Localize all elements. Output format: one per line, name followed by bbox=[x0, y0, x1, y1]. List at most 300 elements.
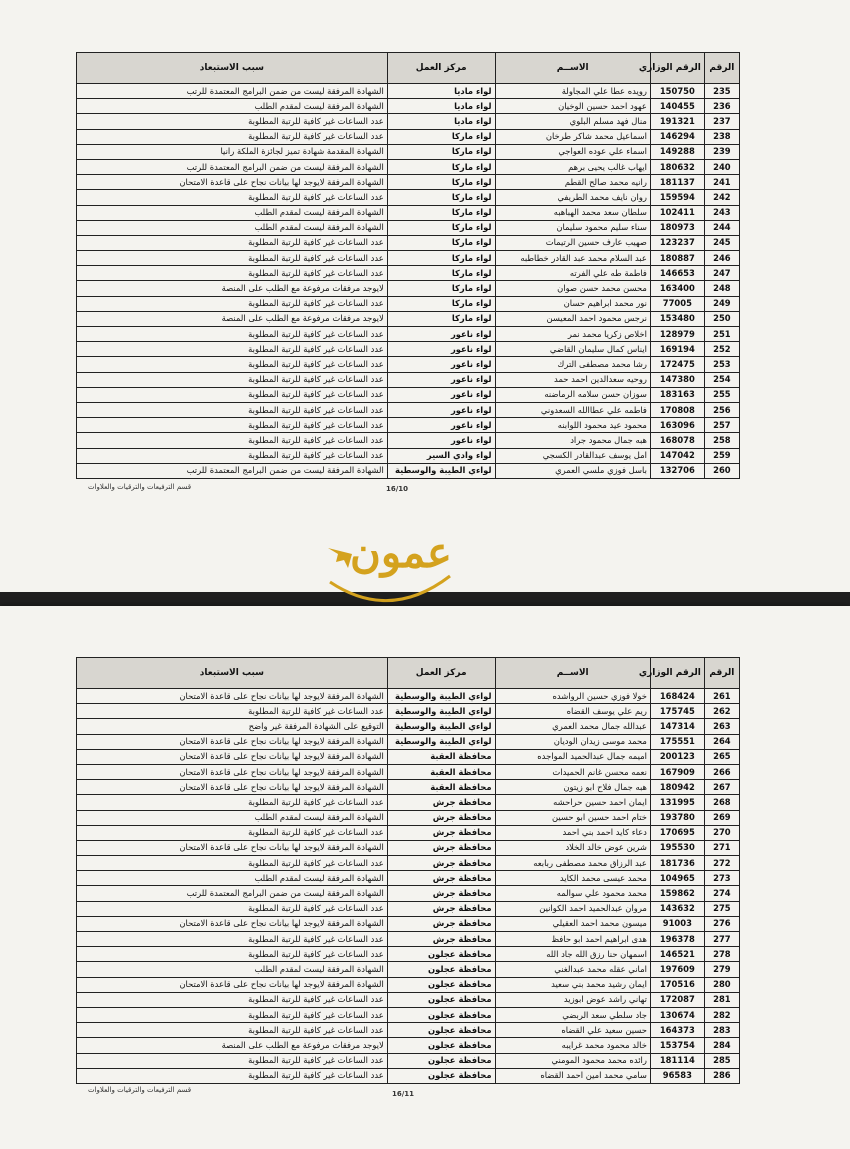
employee-name: عبد السلام محمد عبد القادر خطاطبه bbox=[495, 251, 650, 266]
header-center: مركز العمل bbox=[387, 658, 495, 689]
work-center: لواء ماركا bbox=[387, 129, 495, 144]
national-id: 168078 bbox=[650, 433, 704, 448]
exclusion-reason: عدد الساعات غير كافية للرتبة المطلوبة bbox=[77, 704, 388, 719]
work-center: محافظة عجلون bbox=[387, 947, 495, 962]
exclusion-reason: عدد الساعات غير كافية للرتبة المطلوبة bbox=[77, 856, 388, 871]
employee-name: سناء سليم محمود سليمان bbox=[495, 220, 650, 235]
exclusion-reason: الشهادة المرفقة لايوجد لها بيانات نجاح على قاعدة الامتحان bbox=[77, 749, 388, 764]
row-number: 255 bbox=[704, 387, 739, 402]
table-header-row bbox=[77, 53, 740, 84]
employee-name: هدى ابراهيم احمد ابو حافظ bbox=[495, 932, 650, 947]
exclusion-reason: التوقيع على الشهادة المرفقة غير واضح bbox=[77, 719, 388, 734]
work-center: لواء ناعور bbox=[387, 342, 495, 357]
work-center: محافظة عجلون bbox=[387, 992, 495, 1007]
employee-name: عهود احمد حسين الوخيان bbox=[495, 99, 650, 114]
exclusion-reason: عدد الساعات غير كافية للرتبة المطلوبة bbox=[77, 433, 388, 448]
work-center: لواء ماركا bbox=[387, 266, 495, 281]
row-number: 280 bbox=[704, 977, 739, 992]
employee-name: نعمه محسن غانم الحميدات bbox=[495, 764, 650, 779]
row-number: 242 bbox=[704, 190, 739, 205]
national-id: 200123 bbox=[650, 749, 704, 764]
work-center: محافظة جرش bbox=[387, 810, 495, 825]
employee-name: خولا فوزي حسين الرواشده bbox=[495, 689, 650, 704]
work-center: محافظة عجلون bbox=[387, 1023, 495, 1038]
national-id: 130674 bbox=[650, 1007, 704, 1022]
work-center: لواءي الطيبة والوسطية bbox=[387, 734, 495, 749]
row-number: 278 bbox=[704, 947, 739, 962]
national-id: 195530 bbox=[650, 840, 704, 855]
work-center: لواء ناعور bbox=[387, 433, 495, 448]
work-center: لواء ماركا bbox=[387, 281, 495, 296]
exclusion-reason: عدد الساعات غير كافية للرتبة المطلوبة bbox=[77, 114, 388, 129]
employee-name: اميمه جمال عبدالحميد المواجده bbox=[495, 749, 650, 764]
national-id: 147314 bbox=[650, 719, 704, 734]
work-center: محافظة عجلون bbox=[387, 1007, 495, 1022]
row-number: 269 bbox=[704, 810, 739, 825]
national-id: 170695 bbox=[650, 825, 704, 840]
national-id: 170516 bbox=[650, 977, 704, 992]
employee-name: منال فهد مسلم البلوي bbox=[495, 114, 650, 129]
employee-name: رويده عطا علي المجاولة bbox=[495, 84, 650, 99]
exclusion-reason: الشهادة المرفقة لايوجد لها بيانات نجاح على قاعدة الامتحان bbox=[77, 840, 388, 855]
national-id: 197609 bbox=[650, 962, 704, 977]
table-row bbox=[77, 205, 740, 220]
exclusion-reason: الشهادة المرفقة لايوجد لها بيانات نجاح على قاعدة الامتحان bbox=[77, 175, 388, 190]
table-row bbox=[77, 387, 740, 402]
row-number: 270 bbox=[704, 825, 739, 840]
exclusion-reason: عدد الساعات غير كافية للرتبة المطلوبة bbox=[77, 901, 388, 916]
national-id: 149288 bbox=[650, 144, 704, 159]
header-national-id: الرقم الوزاري bbox=[650, 53, 704, 84]
exclusion-reason: لايوجد مرفقات مرفوعة مع الطلب على المنصة bbox=[77, 311, 388, 326]
exclusion-reason: الشهادة المرفقة ليست لمقدم الطلب bbox=[77, 810, 388, 825]
row-number: 272 bbox=[704, 856, 739, 871]
exclusion-reason: عدد الساعات غير كافية للرتبة المطلوبة bbox=[77, 402, 388, 417]
table-row bbox=[77, 1038, 740, 1053]
exclusion-reason: الشهادة المرفقة لايوجد لها بيانات نجاح على قاعدة الامتحان bbox=[77, 916, 388, 931]
row-number: 271 bbox=[704, 840, 739, 855]
national-id: 153480 bbox=[650, 311, 704, 326]
work-center: لواءي الطيبة والوسطية bbox=[387, 704, 495, 719]
employee-name: روحيه سعدالدين احمد حمد bbox=[495, 372, 650, 387]
table-row bbox=[77, 734, 740, 749]
work-center: محافظة جرش bbox=[387, 856, 495, 871]
row-number: 238 bbox=[704, 129, 739, 144]
national-id: 159594 bbox=[650, 190, 704, 205]
header-reason: سبب الاستبعاد bbox=[77, 658, 388, 689]
exclusion-reason: عدد الساعات غير كافية للرتبة المطلوبة bbox=[77, 387, 388, 402]
national-id: 150750 bbox=[650, 84, 704, 99]
employee-name: هبه جمال محمود جراد bbox=[495, 433, 650, 448]
table-row bbox=[77, 99, 740, 114]
exclusion-reason: الشهادة المرفقة لايوجد لها بيانات نجاح على قاعدة الامتحان bbox=[77, 977, 388, 992]
employee-name: محمود عيد محمود اللوابنه bbox=[495, 418, 650, 433]
row-number: 286 bbox=[704, 1068, 739, 1083]
national-id: 169194 bbox=[650, 342, 704, 357]
employee-name: رشا محمد مصطفى الترك bbox=[495, 357, 650, 372]
national-id: 123237 bbox=[650, 235, 704, 250]
exclusion-reason: الشهادة المرفقة ليست لمقدم الطلب bbox=[77, 205, 388, 220]
national-id: 146294 bbox=[650, 129, 704, 144]
table-row bbox=[77, 357, 740, 372]
table-row bbox=[77, 916, 740, 931]
national-id: 196378 bbox=[650, 932, 704, 947]
national-id: 77005 bbox=[650, 296, 704, 311]
table-row bbox=[77, 418, 740, 433]
table-row bbox=[77, 266, 740, 281]
work-center: محافظة جرش bbox=[387, 886, 495, 901]
national-id: 172475 bbox=[650, 357, 704, 372]
row-number: 239 bbox=[704, 144, 739, 159]
row-number: 253 bbox=[704, 357, 739, 372]
employee-name: اسماعيل محمد شاكر طرخان bbox=[495, 129, 650, 144]
row-number: 256 bbox=[704, 402, 739, 417]
employee-name: ميسون محمد احمد العقيلي bbox=[495, 916, 650, 931]
national-id: 180632 bbox=[650, 159, 704, 174]
work-center: لواء ناعور bbox=[387, 387, 495, 402]
national-id: 172087 bbox=[650, 992, 704, 1007]
employee-name: فاطمة طه علي الفرته bbox=[495, 266, 650, 281]
table-row bbox=[77, 220, 740, 235]
employee-name: مروان عبدالحميد احمد الكوانين bbox=[495, 901, 650, 916]
employee-name: دعاء كايد احمد بني احمد bbox=[495, 825, 650, 840]
table-row bbox=[77, 433, 740, 448]
national-id: 180973 bbox=[650, 220, 704, 235]
work-center: لواء وادي السير bbox=[387, 448, 495, 463]
table-row bbox=[77, 190, 740, 205]
work-center: لواء ناعور bbox=[387, 402, 495, 417]
work-center: لواء ماركا bbox=[387, 159, 495, 174]
work-center: لواء ماركا bbox=[387, 311, 495, 326]
employee-name: محمد موسى زيدان الوديان bbox=[495, 734, 650, 749]
national-id: 159862 bbox=[650, 886, 704, 901]
row-number: 267 bbox=[704, 780, 739, 795]
employee-name: ايهاب غالب يحيى برهم bbox=[495, 159, 650, 174]
employee-name: تهاني راشد عوض ابوزيد bbox=[495, 992, 650, 1007]
row-number: 254 bbox=[704, 372, 739, 387]
exclusion-reason: عدد الساعات غير كافية للرتبة المطلوبة bbox=[77, 932, 388, 947]
national-id: 163096 bbox=[650, 418, 704, 433]
work-center: لواء ماركا bbox=[387, 235, 495, 250]
work-center: لواءي الطيبة والوسطية bbox=[387, 719, 495, 734]
employee-name: روان نايف محمد الطريفي bbox=[495, 190, 650, 205]
table-row bbox=[77, 810, 740, 825]
exclusion-reason: الشهادة المرفقة لايوجد لها بيانات نجاح على قاعدة الامتحان bbox=[77, 780, 388, 795]
page-number: 16/10 bbox=[386, 485, 409, 493]
work-center: لواء ماركا bbox=[387, 220, 495, 235]
national-id: 181137 bbox=[650, 175, 704, 190]
exclusion-reason: الشهادة المرفقة لايوجد لها بيانات نجاح على قاعدة الامتحان bbox=[77, 734, 388, 749]
exclusion-reason: عدد الساعات غير كافية للرتبة المطلوبة bbox=[77, 266, 388, 281]
table-row bbox=[77, 1068, 740, 1083]
row-number: 265 bbox=[704, 749, 739, 764]
work-center: محافظة العقبة bbox=[387, 780, 495, 795]
work-center: لواء ماركا bbox=[387, 296, 495, 311]
row-number: 260 bbox=[704, 463, 739, 478]
work-center: لواء ماديا bbox=[387, 114, 495, 129]
row-number: 245 bbox=[704, 235, 739, 250]
exclusion-reason: عدد الساعات غير كافية للرتبة المطلوبة bbox=[77, 235, 388, 250]
table-row bbox=[77, 372, 740, 387]
table-row bbox=[77, 719, 740, 734]
table-row bbox=[77, 764, 740, 779]
work-center: محافظة جرش bbox=[387, 932, 495, 947]
exclusion-reason: الشهادة المرفقة ليست لمقدم الطلب bbox=[77, 220, 388, 235]
row-number: 277 bbox=[704, 932, 739, 947]
row-number: 276 bbox=[704, 916, 739, 931]
national-id: 167909 bbox=[650, 764, 704, 779]
table-row bbox=[77, 947, 740, 962]
table-row bbox=[77, 175, 740, 190]
work-center: محافظة جرش bbox=[387, 916, 495, 931]
table-row bbox=[77, 235, 740, 250]
exclusion-reason: الشهادة المرفقة لايوجد لها بيانات نجاح على قاعدة الامتحان bbox=[77, 764, 388, 779]
header-name: الاســم bbox=[495, 658, 650, 689]
exclusion-reason: عدد الساعات غير كافية للرتبة المطلوبة bbox=[77, 448, 388, 463]
national-id: 91003 bbox=[650, 916, 704, 931]
row-number: 268 bbox=[704, 795, 739, 810]
header-national-id: الرقم الوزاري bbox=[650, 658, 704, 689]
exclusion-reason: عدد الساعات غير كافية للرتبة المطلوبة bbox=[77, 1023, 388, 1038]
employee-name: اسماء علي عوده العواجي bbox=[495, 144, 650, 159]
exclusion-reason: عدد الساعات غير كافية للرتبة المطلوبة bbox=[77, 296, 388, 311]
national-id: 146653 bbox=[650, 266, 704, 281]
row-number: 285 bbox=[704, 1053, 739, 1068]
exclusion-reason: الشهادة المرفقة لايوجد لها بيانات نجاح على قاعدة الامتحان bbox=[77, 689, 388, 704]
employee-name: فاطمه علي عطاالله السعدوني bbox=[495, 402, 650, 417]
table-row bbox=[77, 448, 740, 463]
table-row bbox=[77, 402, 740, 417]
footer-department: قسم الترفيعات والترقيات والعلاوات bbox=[88, 483, 192, 491]
employee-name: اسمهان حنا رزق الله جاد الله bbox=[495, 947, 650, 962]
employee-name: ايمان احمد حسين حراحشه bbox=[495, 795, 650, 810]
employee-name: ايناس كمال سليمان القاضي bbox=[495, 342, 650, 357]
page-number: 16/11 bbox=[392, 1090, 415, 1098]
exclusion-reason: الشهادة المرفقة ليست من ضمن البرامج المعتمدة للرتب bbox=[77, 886, 388, 901]
table-row bbox=[77, 977, 740, 992]
row-number: 243 bbox=[704, 205, 739, 220]
header-name: الاســم bbox=[495, 53, 650, 84]
employee-name: شرين عوض خالد الخلاد bbox=[495, 840, 650, 855]
exclusion-reason: عدد الساعات غير كافية للرتبة المطلوبة bbox=[77, 992, 388, 1007]
national-id: 181114 bbox=[650, 1053, 704, 1068]
national-id: 181736 bbox=[650, 856, 704, 871]
row-number: 284 bbox=[704, 1038, 739, 1053]
table-row bbox=[77, 780, 740, 795]
work-center: لواء ماركا bbox=[387, 144, 495, 159]
national-id: 147042 bbox=[650, 448, 704, 463]
table-row bbox=[77, 840, 740, 855]
national-id: 147380 bbox=[650, 372, 704, 387]
row-number: 282 bbox=[704, 1007, 739, 1022]
national-id: 183163 bbox=[650, 387, 704, 402]
row-number: 261 bbox=[704, 689, 739, 704]
employee-name: باسل فوزي ملسي العمري bbox=[495, 463, 650, 478]
national-id: 175745 bbox=[650, 704, 704, 719]
row-number: 266 bbox=[704, 764, 739, 779]
exclusion-reason: عدد الساعات غير كافية للرتبة المطلوبة bbox=[77, 190, 388, 205]
work-center: محافظة عجلون bbox=[387, 1068, 495, 1083]
employee-name: ريم علي يوسف القضاه bbox=[495, 704, 650, 719]
row-number: 281 bbox=[704, 992, 739, 1007]
exclusion-reason: عدد الساعات غير كافية للرتبة المطلوبة bbox=[77, 129, 388, 144]
row-number: 235 bbox=[704, 84, 739, 99]
table-row bbox=[77, 1023, 740, 1038]
employee-name: سامي محمد امين احمد القضاه bbox=[495, 1068, 650, 1083]
row-number: 273 bbox=[704, 871, 739, 886]
exclusion-reason: عدد الساعات غير كافية للرتبة المطلوبة bbox=[77, 1068, 388, 1083]
work-center: محافظة العقبة bbox=[387, 764, 495, 779]
table-row bbox=[77, 1007, 740, 1022]
national-id: 143632 bbox=[650, 901, 704, 916]
row-number: 244 bbox=[704, 220, 739, 235]
table-row bbox=[77, 114, 740, 129]
employee-name: نور محمد ابراهيم حسان bbox=[495, 296, 650, 311]
row-number: 279 bbox=[704, 962, 739, 977]
table-row bbox=[77, 296, 740, 311]
exclusion-reason: عدد الساعات غير كافية للرتبة المطلوبة bbox=[77, 418, 388, 433]
employee-name: عبد الرزاق محمد مصطفى ربابعه bbox=[495, 856, 650, 871]
exclusion-reason: لايوجد مرفقات مرفوعة مع الطلب على المنصة bbox=[77, 281, 388, 296]
employee-name: صهيب عارف حسين الرتيمات bbox=[495, 235, 650, 250]
row-number: 241 bbox=[704, 175, 739, 190]
work-center: لواءي الطيبة والوسطية bbox=[387, 689, 495, 704]
national-id: 132706 bbox=[650, 463, 704, 478]
exclusion-reason: عدد الساعات غير كافية للرتبة المطلوبة bbox=[77, 825, 388, 840]
national-id: 164373 bbox=[650, 1023, 704, 1038]
employee-name: خالد محمود محمد غرايبه bbox=[495, 1038, 650, 1053]
table-row bbox=[77, 311, 740, 326]
footer-department: قسم الترفيعات والترقيات والعلاوات bbox=[88, 1086, 192, 1094]
row-number: 264 bbox=[704, 734, 739, 749]
table-body bbox=[77, 84, 740, 479]
work-center: محافظة جرش bbox=[387, 871, 495, 886]
table-row bbox=[77, 749, 740, 764]
table-row bbox=[77, 144, 740, 159]
work-center: محافظة جرش bbox=[387, 825, 495, 840]
exclusion-reason: عدد الساعات غير كافية للرتبة المطلوبة bbox=[77, 357, 388, 372]
document-page-2 bbox=[0, 606, 850, 1149]
table-row bbox=[77, 795, 740, 810]
national-id: 168424 bbox=[650, 689, 704, 704]
row-number: 249 bbox=[704, 296, 739, 311]
table-row bbox=[77, 251, 740, 266]
table-row bbox=[77, 825, 740, 840]
table-header-row bbox=[77, 658, 740, 689]
employee-name: نرجس محمود احمد المعيسن bbox=[495, 311, 650, 326]
national-id: 180887 bbox=[650, 251, 704, 266]
table-row bbox=[77, 84, 740, 99]
national-id: 128979 bbox=[650, 327, 704, 342]
work-center: محافظة جرش bbox=[387, 795, 495, 810]
work-center: لواءي الطيبة والوسطية bbox=[387, 463, 495, 478]
employee-name: ختام احمد حسين ابو حسين bbox=[495, 810, 650, 825]
exclusion-reason: الشهادة المرفقة ليست من ضمن البرامج المعتمدة للرتب bbox=[77, 463, 388, 478]
row-number: 248 bbox=[704, 281, 739, 296]
employee-name: سوزان حسن سلامه الرماضنه bbox=[495, 387, 650, 402]
employee-name: سلطان سعد محمد الهباهبه bbox=[495, 205, 650, 220]
table-row bbox=[77, 327, 740, 342]
employee-name: اماني عقله محمد عبدالغني bbox=[495, 962, 650, 977]
row-number: 251 bbox=[704, 327, 739, 342]
row-number: 247 bbox=[704, 266, 739, 281]
header-reason: سبب الاستبعاد bbox=[77, 53, 388, 84]
work-center: محافظة عجلون bbox=[387, 962, 495, 977]
employee-name: حسين سعيد علي القضاه bbox=[495, 1023, 650, 1038]
exclusion-reason: لايوجد مرفقات مرفوعة مع الطلب على المنصة bbox=[77, 1038, 388, 1053]
work-center: محافظة عجلون bbox=[387, 1053, 495, 1068]
header-num: الرقم bbox=[704, 53, 739, 84]
work-center: محافظة العقبة bbox=[387, 749, 495, 764]
employee-name: اخلاص زكريا محمد نمر bbox=[495, 327, 650, 342]
work-center: لواء ناعور bbox=[387, 372, 495, 387]
work-center: لواء ماديا bbox=[387, 84, 495, 99]
exclusion-reason: عدد الساعات غير كافية للرتبة المطلوبة bbox=[77, 947, 388, 962]
national-id: 180942 bbox=[650, 780, 704, 795]
exclusion-reason: عدد الساعات غير كافية للرتبة المطلوبة bbox=[77, 1007, 388, 1022]
national-id: 193780 bbox=[650, 810, 704, 825]
row-number: 258 bbox=[704, 433, 739, 448]
work-center: لواء ناعور bbox=[387, 357, 495, 372]
national-id: 104965 bbox=[650, 871, 704, 886]
exclusion-reason: الشهادة المرفقة ليست لمقدم الطلب bbox=[77, 871, 388, 886]
national-id: 170808 bbox=[650, 402, 704, 417]
employee-name: رائده محمد محمود المومني bbox=[495, 1053, 650, 1068]
exclusion-reason: الشهادة المرفقة ليست من ضمن البرامج المعتمدة للرتب bbox=[77, 84, 388, 99]
table-row bbox=[77, 886, 740, 901]
table-row bbox=[77, 992, 740, 1007]
exclusion-reason: الشهادة المرفقة ليست لمقدم الطلب bbox=[77, 99, 388, 114]
work-center: لواء ماركا bbox=[387, 190, 495, 205]
employee-name: ايمان رشيد محمد بني سعيد bbox=[495, 977, 650, 992]
logo-text: عمون bbox=[350, 528, 452, 577]
header-num: الرقم bbox=[704, 658, 739, 689]
exclusion-reason: عدد الساعات غير كافية للرتبة المطلوبة bbox=[77, 342, 388, 357]
row-number: 275 bbox=[704, 901, 739, 916]
row-number: 250 bbox=[704, 311, 739, 326]
table-row bbox=[77, 689, 740, 704]
row-number: 257 bbox=[704, 418, 739, 433]
table-row bbox=[77, 1053, 740, 1068]
national-id: 146521 bbox=[650, 947, 704, 962]
table-row bbox=[77, 159, 740, 174]
national-id: 175551 bbox=[650, 734, 704, 749]
exclusion-table-2 bbox=[76, 657, 740, 1084]
table-row bbox=[77, 463, 740, 478]
work-center: محافظة عجلون bbox=[387, 1038, 495, 1053]
national-id: 140455 bbox=[650, 99, 704, 114]
employee-name: عبدالله جمال محمد العمري bbox=[495, 719, 650, 734]
exclusion-table-1 bbox=[76, 52, 740, 479]
national-id: 191321 bbox=[650, 114, 704, 129]
employee-name: محمد عيسى محمد الكايد bbox=[495, 871, 650, 886]
national-id: 102411 bbox=[650, 205, 704, 220]
work-center: لواء ناعور bbox=[387, 418, 495, 433]
row-number: 283 bbox=[704, 1023, 739, 1038]
table-row bbox=[77, 871, 740, 886]
exclusion-reason: عدد الساعات غير كافية للرتبة المطلوبة bbox=[77, 327, 388, 342]
employee-name: محسن محمد حسن صوان bbox=[495, 281, 650, 296]
exclusion-reason: عدد الساعات غير كافية للرتبة المطلوبة bbox=[77, 251, 388, 266]
work-center: لواء ماديا bbox=[387, 99, 495, 114]
table-row bbox=[77, 281, 740, 296]
header-center: مركز العمل bbox=[387, 53, 495, 84]
exclusion-reason: الشهادة المقدمة شهادة تميز لجائزة الملكة رانيا bbox=[77, 144, 388, 159]
work-center: لواء ناعور bbox=[387, 327, 495, 342]
work-center: محافظة عجلون bbox=[387, 977, 495, 992]
exclusion-reason: الشهادة المرفقة ليست لمقدم الطلب bbox=[77, 962, 388, 977]
national-id: 163400 bbox=[650, 281, 704, 296]
